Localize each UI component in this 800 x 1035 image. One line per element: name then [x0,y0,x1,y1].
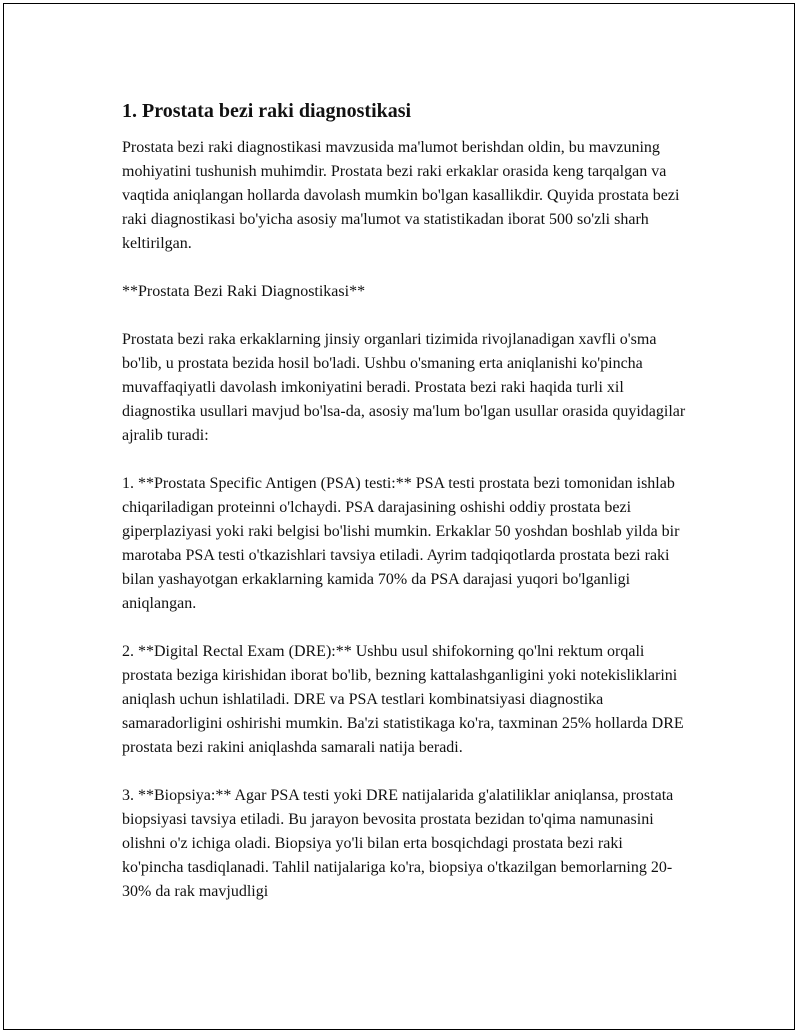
dre-paragraph: 2. **Digital Rectal Exam (DRE):** Ushbu usul shifokorning qo'lni rektum orqali prostata beziga kirishidan iborat bo'lib, bezning kattalashganligini yoki notekisliklarini aniqlash uchun ishlatiladi. DRE va PSA testlari kombinatsiyasi diagnostika samaradorligini oshirishi mumkin. Ba'zi statistikaga ko'ra, taxminan 25% hollarda DRE prostata bezi rakini aniqlashda samarali natija beradi. [122,643,684,756]
document-body [122,98,688,928]
overview-paragraph: Prostata bezi raka erkaklarning jinsiy organlari tizimida rivojlanadigan xavfli o'sma bo'lib, u prostata bezida hosil bo'ladi. Ushbu o'smaning erta aniqlanishi ko'pincha muvaffaqiyatli davolash imkoniyatini beradi. Prostata bezi raki haqida turli xil diagnostika usullari mavjud bo'lsa-da, asosiy ma'lum bo'lgan usullar orasida quyidagilar ajralib turadi: [122,331,686,444]
subtitle-paragraph: **Prostata Bezi Raki Diagnostikasi** [122,283,366,300]
section-heading: 1. Prostata bezi raki diagnostikasi [122,100,412,122]
document-page [3,3,795,1030]
biopsy-paragraph: 3. **Biopsiya:** Agar PSA testi yoki DRE natijalarida g'alatiliklar aniqlansa, prostata biopsiyasi tavsiya etiladi. Bu jarayon bevosita prostata bezidan to'qima namunasini olishni o'z ichiga oladi. Biopsiya yo'li bilan erta bosqichdagi prostata bezi raki ko'pincha tasdiqlanadi. Tahlil natijalariga ko'ra, biopsiya o'tkazilgan bemorlarning 20-30% da rak mavjudligi [122,787,674,900]
psa-paragraph: 1. **Prostata Specific Antigen (PSA) testi:** PSA testi prostata bezi tomonidan ishlab chiqariladigan proteinni o'lchaydi. PSA darajasining oshishi oddiy prostata bezi giperplaziyasi yoki raki belgisi bo'lishi mumkin. Erkaklar 50 yoshdan boshlab yilda bir marotaba PSA testi o'tkazishlari tavsiya etiladi. Ayrim tadqiqotlarda prostata bezi raki bilan yashayotgan erkaklarning kamida 70% da PSA darajasi yuqori bo'lganligi aniqlangan. [122,475,680,612]
intro-paragraph: Prostata bezi raki diagnostikasi mavzusida ma'lumot berishdan oldin, bu mavzuning mohiyatini tushunish muhimdir. Prostata bezi raki erkaklar orasida keng tarqalgan va vaqtida aniqlangan hollarda davolash mumkin bo'lgan kasallikdir. Quyida prostata bezi raki diagnostikasi bo'yicha asosiy ma'lumot va statistikadan iborat 500 so'zli sharh keltirilgan. [122,139,680,252]
